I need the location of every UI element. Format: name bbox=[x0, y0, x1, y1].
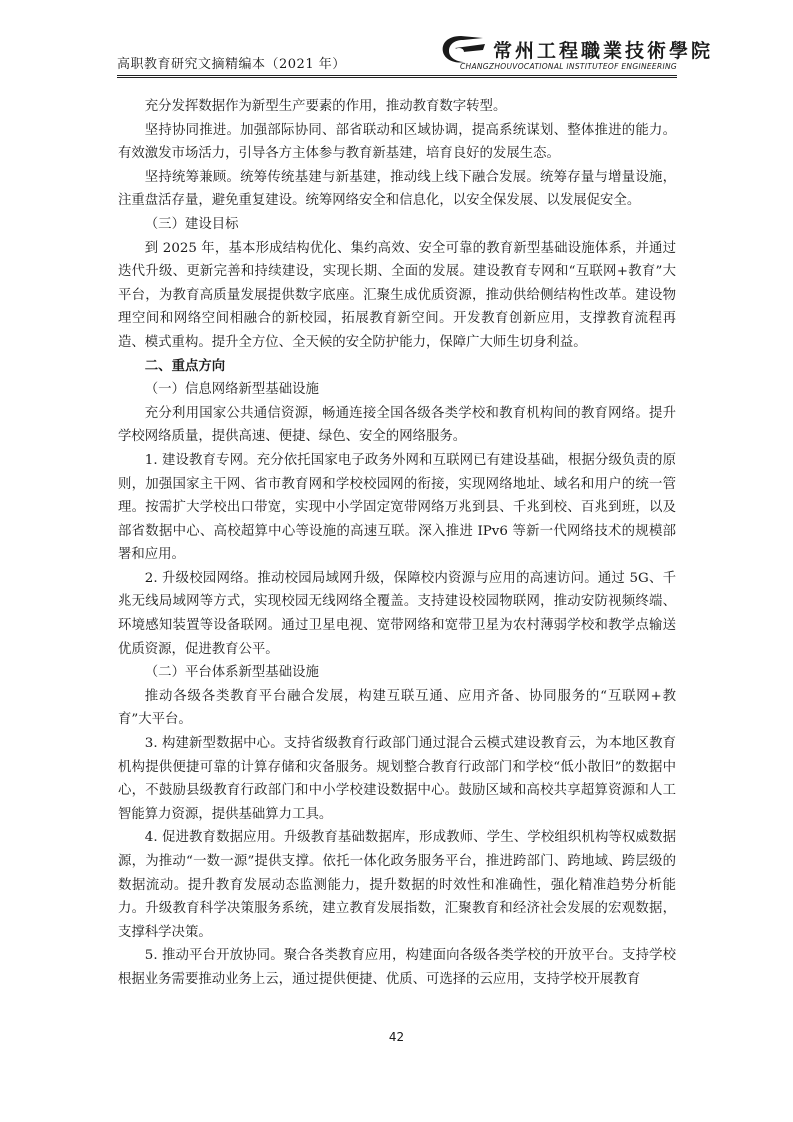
school-name-cn: 常州工程職業技術學院 bbox=[493, 40, 714, 62]
paragraph-item-2: 2. 升级校园网络。推动校园局域网升级，保障校内资源与应用的高速访问。通过 5G、千兆无线局域网等方式，实现校园无线网络全覆盖。支持建设校园物联网，推动安防视频终端、环境感知装置等设备联网。通过卫星电视、宽带网络和宽带卫星为农村薄弱学校和教学点输送优质资源，促进教育公平。 bbox=[118, 570, 676, 657]
heading-key-directions: 二、重点方向 bbox=[144, 358, 226, 374]
header-rule-thick bbox=[117, 75, 677, 76]
paragraph-item-4: 4. 促进教育数据应用。升级教育基础数据库，形成教师、学生、学校组织机构等权威数据源，为推动“一数一源”提供支撑。依托一体化政务服务平台，推进跨部门、跨地域、跨层级的数据流动。提升教育发展动态监测能力，提升数据的时效性和准确性，强化精准趋势分析能力。升级教育科学决策服务系统，建立教育发展指数，汇聚教育和经济社会发展的宏观数据，支撑科学决策。 bbox=[118, 830, 676, 940]
subheading-construction-goals: （三）建设目标 bbox=[144, 216, 239, 232]
subheading-network-infrastructure: （一）信息网络新型基础设施 bbox=[144, 382, 319, 398]
page-number: 42 bbox=[388, 1030, 405, 1044]
header-rule-thin bbox=[117, 77, 677, 78]
document-body bbox=[118, 95, 676, 992]
subheading-platform-infrastructure: （二）平台体系新型基础设施 bbox=[144, 665, 319, 681]
paragraph-item-3: 3. 构建新型数据中心。支持省级教育行政部门通过混合云模式建设教育云，为本地区教育机构提供便捷可靠的计算存储和灾备服务。规划整合教育行政部门和学校“低小散旧”的数据中心，不鼓励县级教育行政部门和中小学校建设数据中心。鼓励区域和高校共享超算资源和人工智能算力资源，提供基础算力工具。 bbox=[118, 736, 676, 822]
paragraph-item-1: 1. 建设教育专网。充分依托国家电子政务外网和互联网已有建设基础，根据分级负责的原则，加强国家主干网、省市教育网和学校校园网的衔接，实现网络地址、域名和用户的统一管理。按需扩大学校出口带宽，实现中小学固定宽带网络万兆到县、千兆到校、百兆到班，以及部省数据中心、高校超算中心等设施的高速互联。深入推进 IPv6 等新一代网络技术的规模部署和应用。 bbox=[118, 452, 676, 563]
paragraph-goals-2025: 到 2025 年，基本形成结构优化、集约高效、安全可靠的教育新型基础设施体系，并通过迭代升级、更新完善和持续建设，实现长期、全面的发展。建设教育专网和“互联网+教育”大平台，为教育高质量发展提供数字底座。汇聚生成优质资源，推动供给侧结构性改革。建设物理空间和网络空间相融合的新校园，拓展教育新空间。开发教育创新应用，支撑教育流程再造、模式重构。提升全方位、全天候的安全防护能力，保障广大师生切身利益。 bbox=[118, 240, 676, 350]
paragraph-item-5: 5. 推动平台开放协同。聚合各类教育应用，构建面向各级各类学校的开放平台。支持学校根据业务需要推动业务上云，通过提供便捷、优质、可选择的云应用，支持学校开展教育 bbox=[118, 948, 676, 987]
paragraph-network-intro: 充分利用国家公共通信资源，畅通连接全国各级各类学校和教育机构间的教育网络。提升学校网络质量，提供高速、便捷、绿色、安全的网络服务。 bbox=[118, 405, 676, 445]
school-name-en: CHANGZHOUVOCATIONAL INSTITUTEOF ENGINEERING bbox=[459, 62, 677, 71]
page-header bbox=[117, 30, 714, 78]
school-logo-icon bbox=[439, 32, 487, 66]
paragraph-overall-planning: 坚持统筹兼顾。统筹传统基建与新基建，推动线上线下融合发展。统筹存量与增量设施，注重盘活存量，避免重复建设。统筹网络安全和信息化，以安全保发展、以发展促安全。 bbox=[118, 169, 676, 209]
paragraph-platform-intro: 推动各级各类教育平台融合发展，构建互联互通、应用齐备、协同服务的“互联网+教育”大平台。 bbox=[118, 688, 676, 728]
paragraph-coordination: 坚持协同推进。加强部际协同、部省联动和区域协调，提高系统谋划、整体推进的能力。有效激发市场活力，引导各方主体参与教育新基建，培育良好的发展生态。 bbox=[118, 122, 676, 162]
paragraph-continuation: 充分发挥数据作为新型生产要素的作用，推动教育数字转型。 bbox=[144, 99, 507, 114]
publication-title: 高职教育研究文摘精编本（2021 年） bbox=[117, 57, 346, 72]
